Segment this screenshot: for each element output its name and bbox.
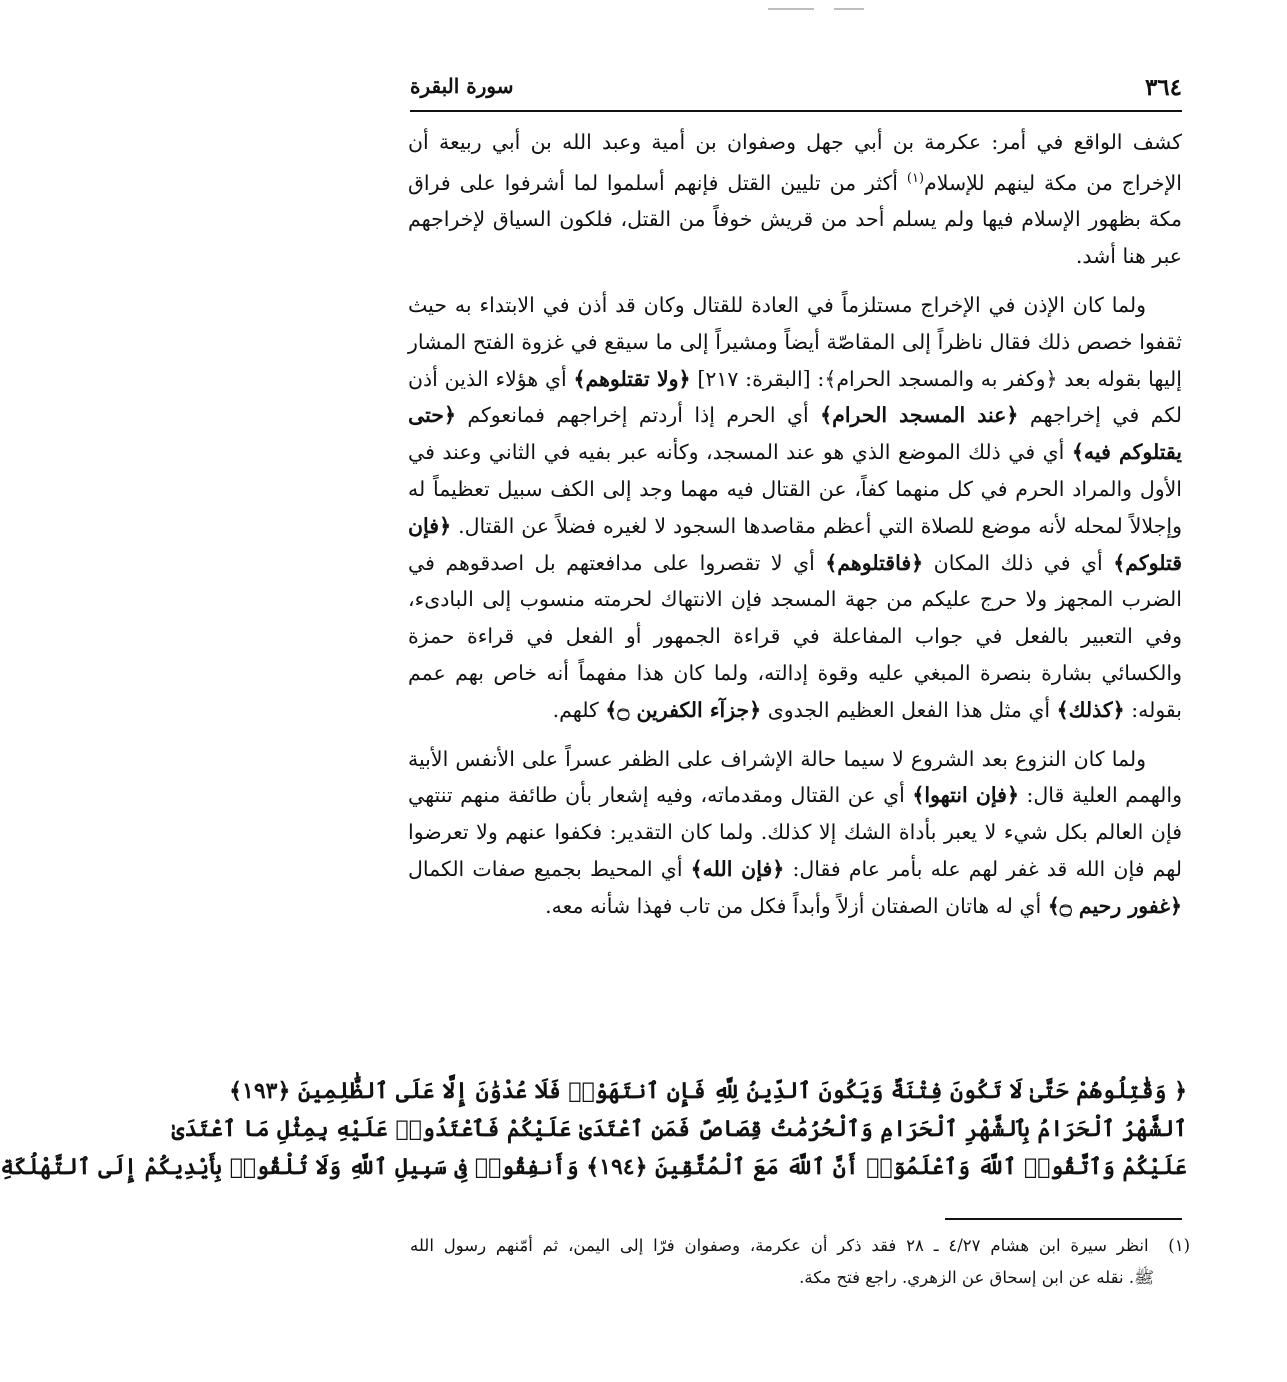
quran-quote: ﴿ولا تقتلوهم﴾ [573, 366, 691, 391]
footnote-rule [945, 1218, 1182, 1220]
text-run: كلهم. [552, 697, 606, 722]
text-run: أي لا تقصروا على مدافعتهم بل اصدقوهم في الضرب المجهز ولا حرج عليكم من جهة المسجد فإن الانتهاك لحرمته منسوب إلى البادىء، وفي التعبير بالفعل في جواب المفاعلة في قراءة الجمهور أو الفعل في قراءة حمزة والكسائي بشارة بنصرة المبغي عليه وقوة إدالته، ولما كان هذا مفهماً أنه خاص بهم عمم بقوله: [408, 550, 1182, 722]
footnote-line [410, 1230, 1190, 1262]
verse-line: ﴿ وَقَٰتِلُوهُمْ حَتَّىٰ لَا تَكُونَ فِتْنَةٌ وَيَكُونَ ٱلدِّينُ لِلَّهِ فَإِنِ ٱنتَهَوْا۟ فَلَا عُدْوَٰنَ إِلَّا عَلَى ٱلظَّٰلِمِينَ ﴿١٩٣﴾ [229, 1078, 1187, 1104]
quran-quote: ﴿فإن الله﴾ [690, 856, 785, 881]
text-run: أكثر من تليين القتل فإنهم أسلموا لما أشرفوا على فراق مكة بظهور الإسلام فيها ولم يسلم أحد من قريش خوفاً من القتل، فلكون السياق لإخراجهم عبر هنا أشد. [408, 170, 1182, 269]
paragraph-3 [408, 741, 1182, 925]
text-run: ولما كان الإذن في الإخراج مستلزماً في العادة للقتال وكان قد أذن في الابتداء به حيث ثقفوا خصص ذلك فقال ناظراً إلى المقاصّة أيضاً ومشيراً إلى ما سيقع في غزوة الفتح المشار إليها بقوله بعد [408, 293, 1182, 391]
text-run: ولما كان النزوع بعد الشروع لا سيما حالة الإشراف على الظفر عسراً على الأنفس الأبية والهمم العلية قال: [408, 746, 1182, 808]
quran-quote: ﴿فإن انتهوا﴾ [912, 783, 1019, 808]
page-header [410, 74, 1182, 100]
paragraph-1 [408, 124, 1182, 275]
text-run: أي مثل هذا الفعل العظيم الجدوى [761, 697, 1057, 722]
footnote-text: انظر سيرة ابن هشام ٤/٢٧ ـ ٢٨ فقد ذكر أن عكرمة، وصفوان فرّا إلى اليمن، ثم أمّنهم رسول الله [410, 1236, 1149, 1255]
header-rule [410, 110, 1182, 112]
text-run: أي هؤلاء الذين أذن لكم في إخراجهم [408, 366, 1182, 428]
text-run: أي في ذلك المكان [923, 550, 1114, 575]
quran-quote: ﴿غفور رحيم ۝﴾ [1047, 893, 1182, 918]
quran-quote: ﴿جزآء الكفرين ۝﴾ [605, 697, 762, 722]
text-run: أي المحيط بجميع صفات الكمال [408, 856, 691, 881]
footnote-line: ﷺ. نقله عن ابن إسحاق عن الزهري. راجع فتح مكة. [799, 1268, 1154, 1287]
text-run: أي في ذلك الموضع الذي هو عند المسجد، وكأنه عبر بفيه في الثاني وعند في الأول والمراد الحرم في كل منهما كفاً، عن القتال فيه مهما وجد إلى الكف سبيل تعظيماً له وإجلالاً لمحله لأنه موضع للصلاة التي أعظم مقاصدها السجود لا لغيره فضلاً عن القتال. [408, 440, 1182, 538]
paragraph-2 [408, 287, 1182, 729]
quran-quote: ﴿حتى يقتلوكم فيه﴾ [408, 403, 1183, 465]
quran-quote: ﴿كذلك﴾ [1056, 697, 1125, 722]
top-scan-mark [834, 8, 864, 10]
quran-quote: ﴿فاقتلوهم﴾ [825, 550, 924, 575]
text-run: كشف الواقع في أمر: عكرمة بن أبي جهل وصفوان بن أمية وعبد الله بن أبي ربيعة أن الإخراج من مكة لينهم للإسلام [408, 130, 1182, 195]
main-text [408, 124, 1182, 925]
footnote-reference: (١) [906, 170, 925, 186]
quran-quote: ﴿عند المسجد الحرام﴾ [820, 403, 1019, 428]
quran-quote: ﴿فإن قتلوكم﴾ [408, 513, 1182, 575]
footnote-marker: (١) [1168, 1236, 1190, 1255]
verse-line: ٱلشَّهْرُ ٱلْحَرَامُ بِٱلشَّهْرِ ٱلْحَرَامِ وَٱلْحُرُمَٰتُ قِصَاصٌ فَمَنِ ٱعْتَدَىٰ عَلَيْكُمْ فَٱعْتَدُوا۟ عَلَيْهِ بِمِثْلِ مَا ٱعْتَدَىٰ [171, 1116, 1187, 1142]
sura-name: سورة البقرة [410, 74, 514, 98]
text-run: أي عن القتال ومقدماته، وفيه إشعار بأن طائفة منهم تنتهي فإن العالم بكل شيء لا يعبر بأداة الشك إلا كذلك. ولما كان التقدير: فكفوا عنهم ولا تعرضوا لهم فإن الله قد غفر لهم عله بأمر عام فقال: [408, 783, 1182, 881]
verse-line: عَلَيْكُمْ وَٱتَّقُوا۟ ٱللَّهَ وَٱعْلَمُوٓا۟ أَنَّ ٱللَّهَ مَعَ ٱلْمُتَّقِينَ ﴿١٩٤﴾ وَأَنفِقُوا۟ فِى سَبِيلِ ٱللَّهِ وَلَا تُلْقُوا۟ بِأَيْدِيكُمْ إِلَى ٱلتَّهْلُكَةِ [0, 1154, 1187, 1180]
page-number: ٣٦٤ [1144, 74, 1182, 101]
text-run: أي الحرم إذا أردتم إخراجهم فمانعوكم [455, 403, 821, 428]
quran-verses-block [0, 1072, 1187, 1192]
footnotes [410, 1230, 1190, 1294]
quran-quote: ﴿وكفر به والمسجد الحرام﴾ [824, 366, 1058, 391]
top-scan-mark [768, 8, 814, 10]
text-run: أي له هاتان الصفتان أزلاً وأبداً فكل من تاب فهذا شأنه معه. [545, 893, 1048, 918]
text-run: : [البقرة: ٢١٧] [690, 366, 825, 391]
